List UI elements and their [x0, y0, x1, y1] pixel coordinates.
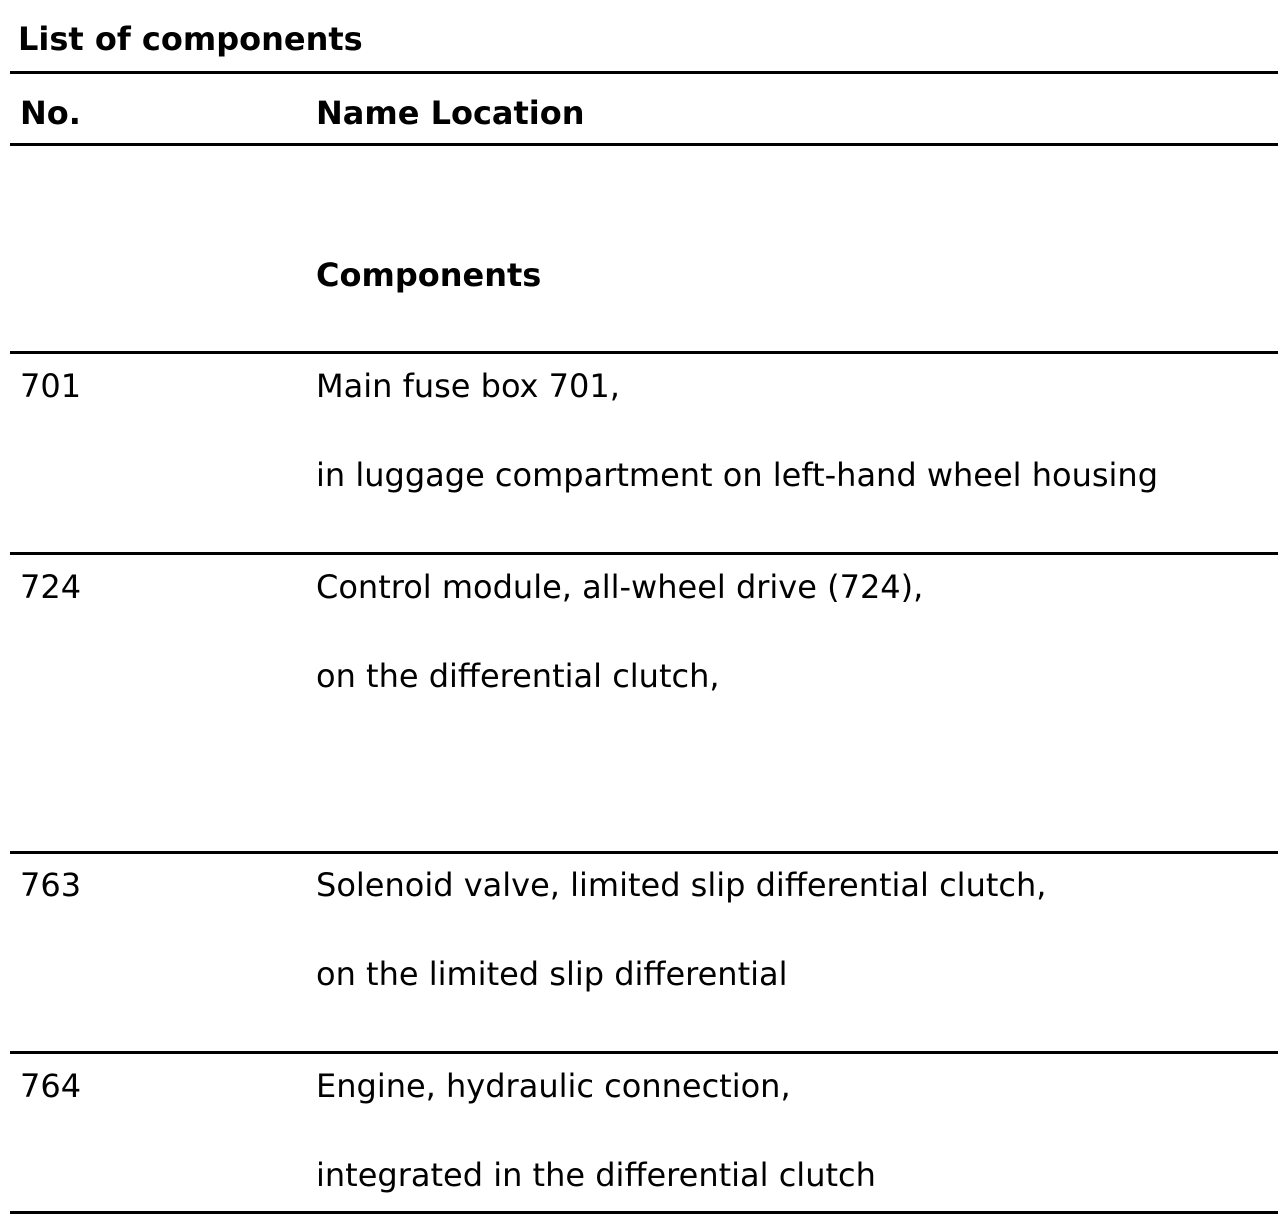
- component-name: Control module, all-wheel drive (724),: [316, 568, 924, 606]
- section-heading: Components: [316, 256, 542, 294]
- divider: [10, 351, 1278, 354]
- column-header-no: No.: [20, 94, 81, 132]
- divider: [10, 1211, 1278, 1214]
- row-number: 724: [20, 568, 82, 606]
- component-name: Engine, hydraulic connection,: [316, 1067, 791, 1105]
- row-number: 764: [20, 1067, 82, 1105]
- component-location: on the limited slip differential: [316, 955, 788, 993]
- column-header-name-location: Name Location: [316, 94, 585, 132]
- divider: [10, 71, 1278, 74]
- row-number: 701: [20, 367, 82, 405]
- divider: [10, 851, 1278, 854]
- row-number: 763: [20, 866, 82, 904]
- component-location: integrated in the differential clutch: [316, 1156, 876, 1194]
- divider: [10, 1051, 1278, 1054]
- divider: [10, 552, 1278, 555]
- component-location: on the differential clutch,: [316, 657, 720, 695]
- page-title: List of components: [18, 20, 363, 58]
- divider: [10, 143, 1278, 146]
- component-name: Main fuse box 701,: [316, 367, 620, 405]
- component-location: in luggage compartment on left-hand wheel housing: [316, 456, 1158, 494]
- component-name: Solenoid valve, limited slip differential clutch,: [316, 866, 1047, 904]
